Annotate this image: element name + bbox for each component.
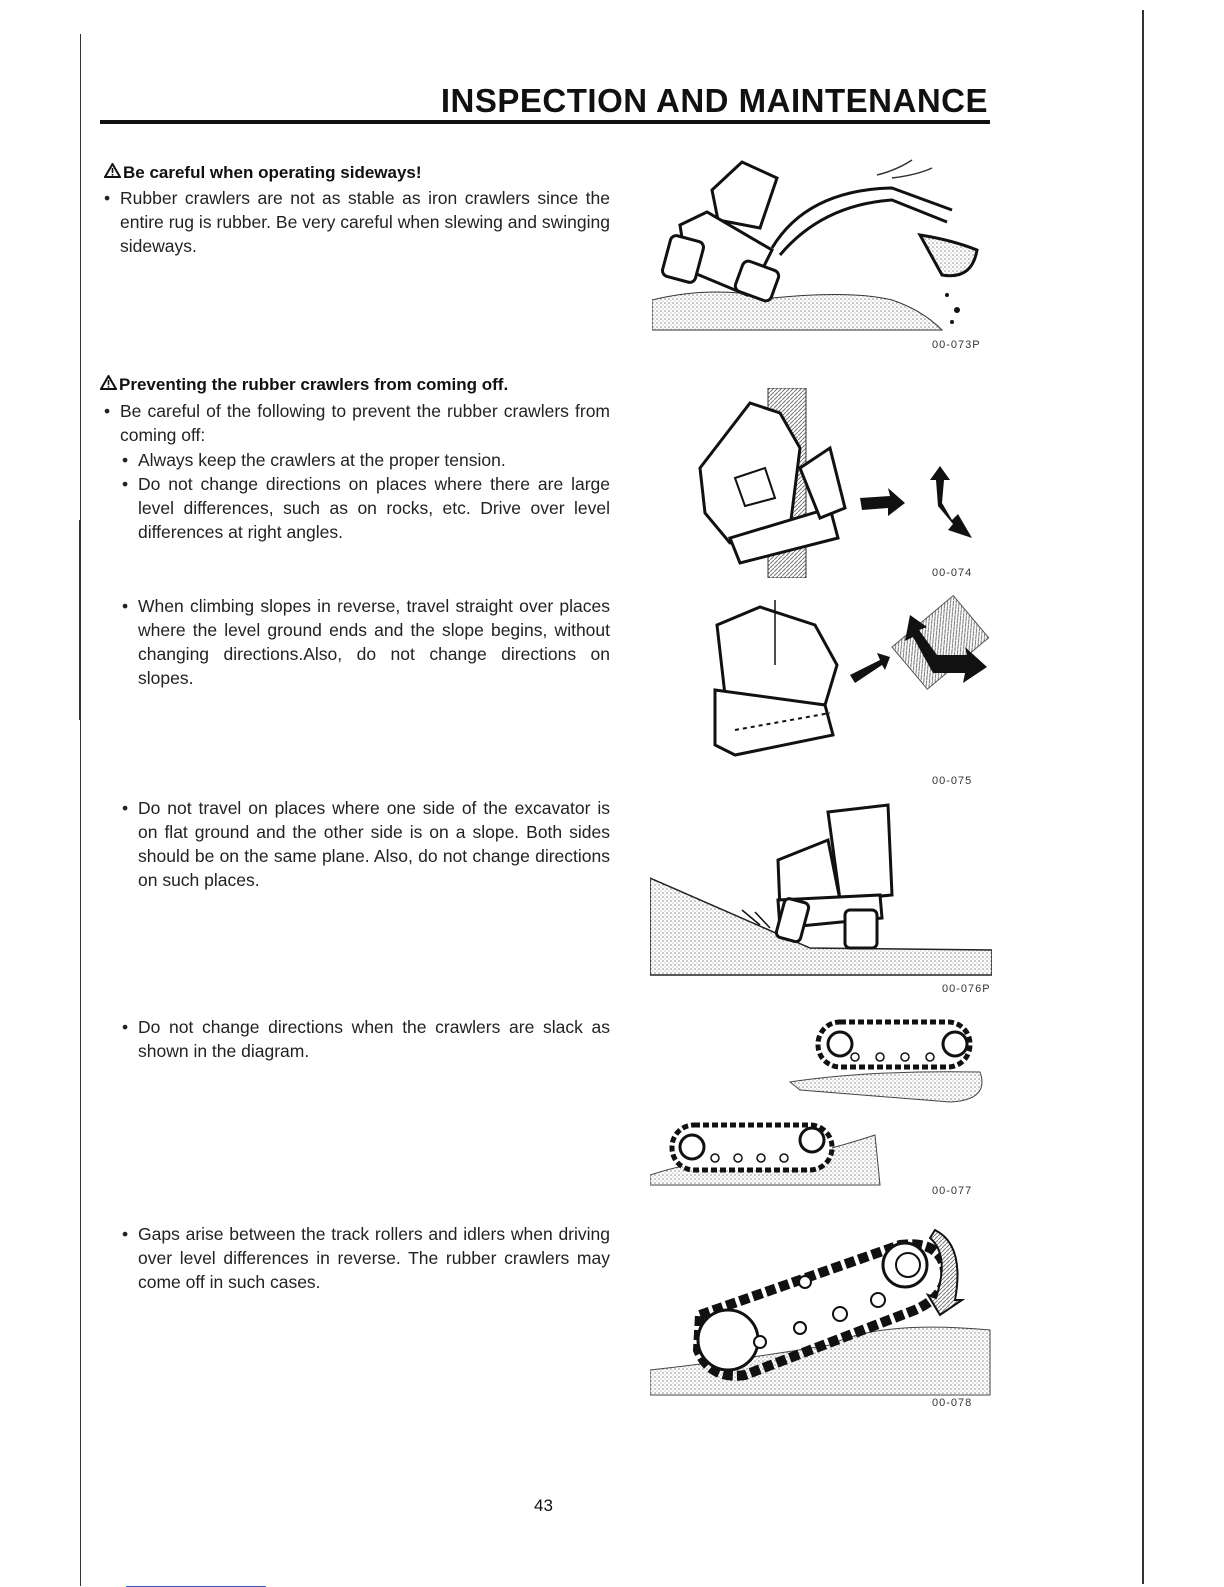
list-item — [102, 186, 610, 258]
bullet-icon: • — [122, 798, 129, 818]
sub-list-item — [102, 1015, 610, 1063]
figure-code: 00-077 — [932, 1185, 973, 1197]
paragraph-slack-crawlers — [102, 1015, 610, 1063]
list-item-text: Be careful of the following to prevent the rubber crawlers from coming off: — [120, 401, 610, 445]
paragraph-one-side-slope — [102, 796, 610, 892]
sub-list-item — [102, 796, 610, 892]
figure-one-side-slope — [650, 800, 992, 985]
section-heading-sideways — [104, 163, 422, 183]
page-number: 43 — [534, 1496, 553, 1515]
figure-code: 00-076P — [942, 983, 991, 995]
list-item — [102, 399, 610, 447]
paragraph-sideways — [102, 186, 610, 258]
heading-text: Preventing the rubber crawlers from coming off. — [119, 375, 509, 394]
figure-excavator-sideways — [652, 150, 997, 340]
sub-list-item-text: When climbing slopes in reverse, travel straight over places where the level ground ends and the slope begins, without changing directions.Also, do not change directions on slopes. — [138, 596, 610, 688]
left-margin-line — [80, 34, 81, 1586]
bullet-icon: • — [122, 474, 129, 494]
figure-code: 00-078 — [932, 1397, 973, 1409]
bullet-icon: • — [122, 450, 129, 470]
page-title: INSPECTION AND MAINTENANCE — [440, 82, 988, 119]
figure-crawler-on-rocks — [690, 388, 995, 578]
figure-code: 00-074 — [932, 567, 973, 579]
sub-list-item-text: Always keep the crawlers at the proper tension. — [138, 450, 506, 470]
sub-list-item — [102, 1222, 610, 1294]
figure-slack-crawlers — [650, 1010, 995, 1195]
sub-list-item-text: Do not change directions when the crawlers are slack as shown in the diagram. — [138, 1017, 610, 1061]
sub-list-item — [102, 448, 610, 472]
sub-list-item-text: Gaps arise between the track rollers and idlers when driving over level differences in reverse. The rubber crawlers may come off in such cases. — [138, 1224, 610, 1292]
list-item-text: Rubber crawlers are not as stable as iron crawlers since the entire rug is rubber. Be very careful when slewing and swinging sideways. — [120, 188, 610, 256]
left-margin-mark — [79, 520, 81, 720]
figure-code: 00-073P — [932, 339, 981, 351]
paragraph-crawlers — [102, 399, 610, 544]
figure-climbing-slope — [705, 595, 995, 785]
warning-triangle-icon — [100, 375, 117, 395]
bullet-icon: • — [122, 1017, 129, 1037]
bullet-icon: • — [122, 596, 129, 616]
figure-code: 00-075 — [932, 775, 973, 787]
sub-list-item — [102, 594, 610, 690]
sub-list-item — [102, 472, 610, 544]
section-heading-crawlers — [100, 375, 508, 395]
heading-text: Be careful when operating sideways! — [123, 163, 422, 182]
right-margin-line — [1142, 10, 1144, 1584]
title-rule — [100, 120, 990, 124]
figure-roller-gaps — [650, 1220, 995, 1400]
bullet-icon: • — [122, 1224, 129, 1244]
paragraph-gaps-rollers — [102, 1222, 610, 1294]
bullet-icon: • — [104, 188, 111, 208]
bullet-icon: • — [104, 401, 111, 421]
paragraph-slopes-reverse — [102, 594, 610, 690]
sub-list-item-text: Do not change directions on places where there are large level differences, such as on rocks, etc. Drive over level differences at right angles. — [138, 474, 610, 542]
warning-triangle-icon — [104, 163, 121, 183]
sub-list-item-text: Do not travel on places where one side of the excavator is on flat ground and the other side is on a slope. Both sides should be on the same plane. Also, do not change directions on such places. — [138, 798, 610, 890]
